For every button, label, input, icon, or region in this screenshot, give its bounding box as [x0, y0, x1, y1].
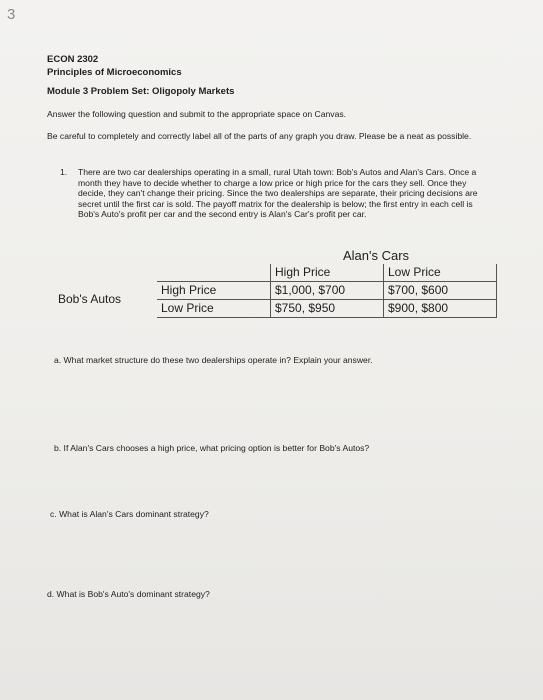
matrix-row-low-price	[157, 300, 497, 318]
payoff-matrix	[157, 264, 497, 318]
payoff-cell-high-low: $700, $600	[384, 282, 497, 300]
instruction-graph: Be careful to completely and correctly label all of the parts of any graph you draw. Please be a neat as possible.	[47, 131, 472, 141]
payoff-cell-low-high: $750, $950	[271, 300, 384, 318]
matrix-row-high-price	[157, 282, 497, 300]
subquestion-c: c. What is Alan's Cars dominant strategy?	[50, 509, 209, 519]
course-title: Principles of Microeconomics	[47, 67, 182, 78]
page-number: 3	[7, 6, 16, 23]
instruction-submit: Answer the following question and submit to the appropriate space on Canvas.	[47, 109, 347, 119]
col-header-high-price: High Price	[271, 264, 384, 282]
question-number: 1.	[60, 167, 68, 177]
payoff-cell-high-high: $1,000, $700	[271, 282, 384, 300]
matrix-header-row	[157, 264, 497, 282]
question-text: There are two car dealerships operating in a small, rural Utah town: Bob's Autos and Alan's Cars. Once a month they have to decide whether to charge a low price or high price for the cars they sell. Once they decide, they can't change their pricing. Since the two dealerships are separate, their pricing decisions are secret until the first car is sold. The payoff matrix for the dealership is below; the first entry in each cell is Bob's Auto's profit per car and the second entry is Alan's Car's profit per car.	[78, 167, 478, 220]
column-player-label: Alan's Cars	[343, 248, 410, 263]
module-title: Module 3 Problem Set: Oligopoly Markets	[47, 86, 235, 97]
row-player-label: Bob's Autos	[58, 292, 121, 306]
course-code: ECON 2302	[47, 54, 99, 65]
row-header-low-price: Low Price	[157, 300, 271, 318]
subquestion-a: a. What market structure do these two dealerships operate in? Explain your answer.	[54, 355, 373, 365]
col-header-low-price: Low Price	[384, 264, 497, 282]
subquestion-b: b. If Alan's Cars chooses a high price, what pricing option is better for Bob's Autos?	[54, 443, 370, 453]
subquestion-d: d. What is Bob's Auto's dominant strategy?	[47, 589, 210, 599]
empty-corner-cell	[157, 264, 271, 282]
row-header-high-price: High Price	[157, 282, 271, 300]
payoff-cell-low-low: $900, $800	[384, 300, 497, 318]
